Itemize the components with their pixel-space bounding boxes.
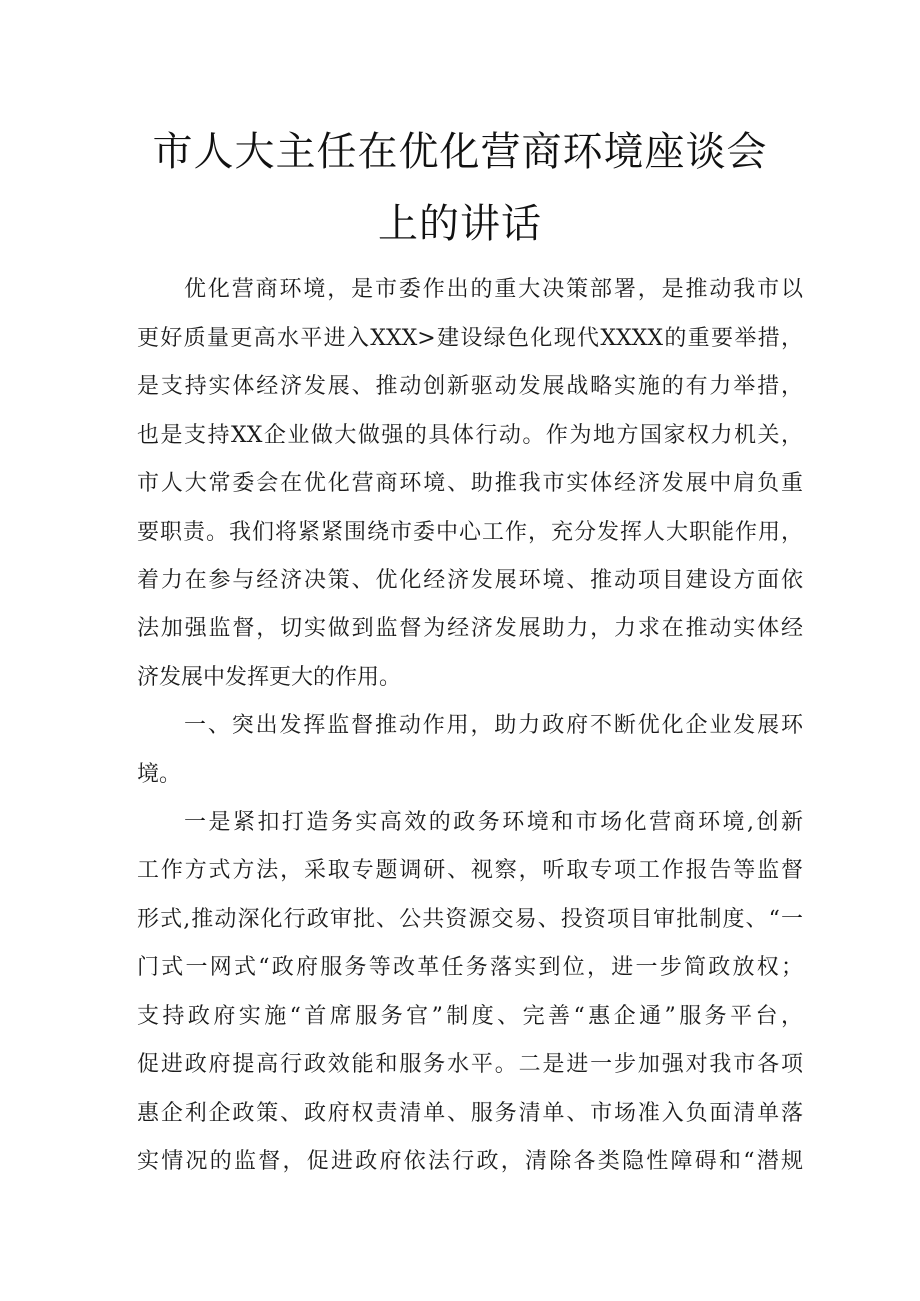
paragraph-line: 是支持实体经济发展、推动创新驱动发展战略实施的有力举措， (137, 374, 803, 399)
paragraph-line: 促进政府提高行政效能和服务水平。二是进一步加强对我市各项 (137, 1052, 803, 1077)
paragraph-line: 法加强监督，切实做到监督为经济发展助力，力求在推动实体经 (137, 616, 803, 641)
paragraph-line: 惠企利企政策、政府权责清单、服务清单、市场准入负面清单落 (137, 1101, 803, 1126)
paragraph-line: 形式,推动深化行政审批、公共资源交易、投资项目审批制度、“一 (137, 907, 803, 932)
paragraph-line: 一是紧扣打造务实高效的政务环境和市场化营商环境,创新 (184, 810, 803, 835)
paragraph-line: 要职责。我们将紧紧围绕市委中心工作，充分发挥人大职能作用， (137, 520, 803, 545)
paragraph-line: 工作方式方法，采取专题调研、视察，听取专项工作报告等监督 (137, 858, 803, 883)
paragraph-line: 门式一网式“政府服务等改革任务落实到位，进一步简政放权； (137, 955, 803, 980)
paragraph-line: 着力在参与经济决策、优化经济发展环境、推动项目建设方面依 (137, 568, 803, 593)
paragraph-line: 更好质量更高水平进入XXX>建设绿色化现代XXXX的重要举措， (137, 326, 803, 351)
section-heading-line: 一、突出发挥监督推动作用，助力政府不断优化企业发展环 (184, 713, 803, 738)
paragraph-line: 支持政府实施“首席服务官”制度、完善“惠企通”服务平台， (137, 1004, 803, 1029)
document-title-line-1: 市人大主任在优化营商环境座谈会 (152, 129, 768, 175)
section-heading-line: 境。 (137, 762, 182, 787)
paragraph-line: 也是支持XX企业做大做强的具体行动。作为地方国家权力机关， (137, 423, 803, 448)
paragraph-line: 优化营商环境，是市委作出的重大决策部署，是推动我市以 (184, 277, 803, 302)
paragraph-line: 市人大常委会在优化营商环境、助推我市实体经济发展中肩负重 (137, 471, 803, 496)
paragraph-line: 实情况的监督，促进政府依法行政，清除各类隐性障碍和“潜规 (137, 1149, 803, 1174)
paragraph-line: 济发展中发挥更大的作用。 (137, 665, 402, 690)
document-title-line-2: 上的讲话 (378, 201, 542, 247)
